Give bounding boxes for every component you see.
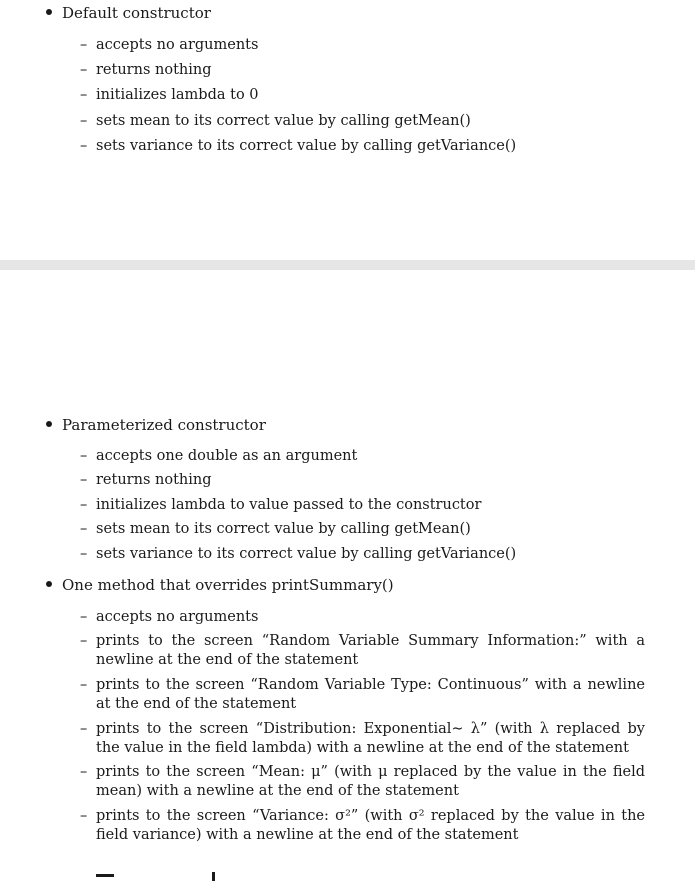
dash-icon: –: [80, 808, 88, 824]
list-item: – sets variance to its correct value by calling getVariance(): [80, 138, 517, 154]
dash-icon: –: [80, 138, 88, 154]
dash-icon: –: [80, 448, 88, 464]
section-title: Parameterized constructor: [62, 416, 266, 434]
section-title: One method that overrides printSummary(): [62, 576, 394, 594]
list-item: – prints to the screen “Random Variable Type: Continuous” with a newline at the end of the statement: [80, 677, 645, 712]
page-break-gap: [0, 260, 695, 270]
section-title: Default constructor: [62, 4, 211, 22]
list-item: – returns nothing: [80, 472, 212, 488]
cutoff-text-fragment: [212, 872, 215, 881]
list-item: – prints to the screen “Variance: σ²” (with σ² replaced by the value in the field variance) with a newline at the end of the statement: [80, 808, 645, 843]
dash-icon: –: [80, 113, 88, 129]
dash-icon: –: [80, 546, 88, 562]
bullet-icon: [46, 581, 52, 587]
section-parameterized-constructor: [46, 416, 266, 434]
list-item: – sets mean to its correct value by calling getMean(): [80, 521, 471, 537]
section-print-summary: [46, 576, 394, 594]
list-item: – prints to the screen “Mean: μ” (with μ replaced by the value in the field mean) with a newline at the end of the statement: [80, 764, 645, 799]
dash-icon: –: [80, 497, 88, 513]
dash-icon: –: [80, 87, 88, 103]
list-item: – returns nothing: [80, 62, 212, 78]
dash-icon: –: [80, 677, 88, 693]
dash-icon: –: [80, 764, 88, 780]
dash-icon: –: [80, 721, 88, 737]
dash-icon: –: [80, 521, 88, 537]
list-item: – accepts one double as an argument: [80, 448, 358, 464]
list-item: – sets variance to its correct value by calling getVariance(): [80, 546, 517, 562]
bullet-icon: [46, 9, 52, 15]
list-item: – sets mean to its correct value by calling getMean(): [80, 113, 471, 129]
list-item: – accepts no arguments: [80, 609, 259, 625]
list-item: – prints to the screen “Random Variable Summary Information:” with a newline at the end of the statement: [80, 633, 645, 668]
dash-icon: –: [80, 633, 88, 649]
list-item: – prints to the screen “Distribution: Exponential∼ λ” (with λ replaced by the value in the field lambda) with a newline at the end of the statement: [80, 721, 645, 756]
list-item: – accepts no arguments: [80, 37, 259, 53]
list-item: – initializes lambda to value passed to the constructor: [80, 497, 482, 513]
section-default-constructor: [46, 4, 211, 22]
dash-icon: –: [80, 62, 88, 78]
list-item: – initializes lambda to 0: [80, 87, 259, 103]
bullet-icon: [46, 421, 52, 427]
dash-icon: –: [80, 37, 88, 53]
dash-icon: –: [80, 609, 88, 625]
cutoff-text-fragment: [96, 874, 114, 877]
dash-icon: –: [80, 472, 88, 488]
